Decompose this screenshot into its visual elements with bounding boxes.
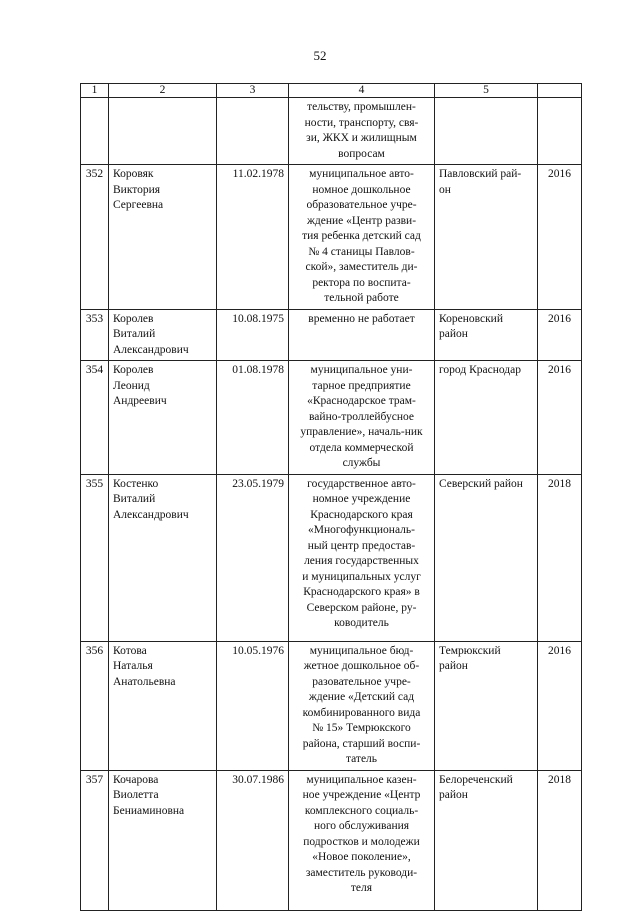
position-line: управление», началь-ник bbox=[300, 426, 423, 438]
position-cell bbox=[289, 165, 435, 310]
year-cell: 2018 bbox=[538, 474, 582, 641]
year-cell: 2016 bbox=[538, 309, 582, 361]
district-cell bbox=[435, 474, 538, 641]
name-line: Кочарова bbox=[113, 773, 159, 786]
name-line: Сергеевна bbox=[113, 199, 164, 211]
name-line: Наталья bbox=[113, 660, 153, 672]
position-line: тия ребенка детский сад bbox=[302, 230, 421, 242]
position-line: № 4 станицы Павлов- bbox=[308, 245, 415, 258]
birth-date-cell bbox=[217, 98, 289, 165]
table-row bbox=[81, 361, 582, 475]
position-line: номное дошкольное bbox=[312, 183, 411, 196]
birth-date-cell: 11.02.1978 bbox=[217, 165, 289, 310]
position-line: жетное дошкольное об- bbox=[303, 660, 420, 672]
position-line: комбинированного вида bbox=[302, 706, 421, 719]
position-line: ректора по воспита- bbox=[312, 276, 411, 289]
position-line: ный центр предостав- bbox=[307, 539, 416, 552]
district-cell bbox=[435, 98, 538, 165]
column-number-5: 5 bbox=[435, 84, 538, 98]
name-line: Виталий bbox=[113, 328, 156, 340]
position-line: временно не работает bbox=[308, 312, 415, 325]
position-line: вопросам bbox=[338, 147, 385, 160]
position-line: ждение «Центр разви- bbox=[306, 214, 417, 227]
position-line: ного обслуживания bbox=[313, 820, 410, 832]
birth-date-cell: 23.05.1979 bbox=[217, 474, 289, 641]
table-rows bbox=[81, 165, 582, 911]
position-line: тарное предприятие bbox=[312, 379, 411, 392]
year-cell: 2018 bbox=[538, 770, 582, 910]
table-row bbox=[81, 474, 582, 641]
position-line: подростков и молодежи bbox=[303, 835, 420, 848]
position-line: службы bbox=[342, 457, 381, 469]
district-line: Северский район bbox=[439, 477, 523, 490]
district-cell bbox=[435, 770, 538, 910]
position-line: «Краснодарское трам- bbox=[307, 395, 416, 407]
number-cell bbox=[81, 98, 109, 165]
position-line: разовательное учре- bbox=[312, 675, 411, 688]
position-line: номное учреждение bbox=[312, 493, 411, 505]
position-line: Северском районе, ру- bbox=[306, 601, 417, 614]
district-cell bbox=[435, 309, 538, 361]
number-cell: 355 bbox=[81, 474, 109, 641]
year-cell: 2016 bbox=[538, 641, 582, 770]
position-line: ководитель bbox=[334, 617, 389, 629]
page-number: 52 bbox=[313, 48, 327, 63]
name-line: Костенко bbox=[113, 477, 159, 490]
column-number-2: 2 bbox=[109, 84, 217, 98]
position-line: вайно-троллейбусное bbox=[309, 410, 414, 423]
number-cell: 353 bbox=[81, 309, 109, 361]
position-line: государственное авто- bbox=[307, 477, 416, 490]
position-line: «Новое поколение», bbox=[312, 851, 411, 863]
position-cell bbox=[289, 641, 435, 770]
position-line: № 15» Темрюкского bbox=[312, 722, 411, 734]
name-cell bbox=[109, 98, 217, 165]
name-line: Виталий bbox=[113, 493, 156, 505]
district-line: Павловский рай- bbox=[439, 168, 522, 180]
district-cell bbox=[435, 361, 538, 475]
position-cell bbox=[289, 361, 435, 475]
birth-date-cell: 01.08.1978 bbox=[217, 361, 289, 475]
position-cell bbox=[289, 770, 435, 910]
position-line: отдела коммерческой bbox=[309, 441, 414, 454]
district-line: Кореновский bbox=[439, 312, 503, 325]
position-line: муниципальное авто- bbox=[309, 168, 414, 180]
position-line: и муниципальных услуг bbox=[302, 570, 421, 583]
name-line: Андреевич bbox=[113, 395, 167, 407]
column-number-6 bbox=[538, 84, 582, 98]
name-line: Виолетта bbox=[113, 789, 159, 801]
name-line: Королев bbox=[113, 364, 154, 376]
position-line: ждение «Детский сад bbox=[308, 691, 415, 703]
district-line: город Краснодар bbox=[439, 364, 521, 376]
position-line: татель bbox=[345, 753, 378, 765]
position-line: ления государственных bbox=[304, 555, 419, 567]
position-line: теля bbox=[350, 882, 373, 894]
position-line: Краснодарского края» в bbox=[303, 586, 420, 598]
position-line: муниципальное казен- bbox=[306, 773, 417, 786]
table-row bbox=[81, 770, 582, 910]
position-line: «Многофункциональ- bbox=[308, 524, 415, 536]
district-line: район bbox=[439, 328, 468, 340]
position-line: ности, транспорту, свя- bbox=[304, 116, 419, 129]
name-line: Виктория bbox=[113, 183, 161, 196]
birth-date-cell: 10.08.1975 bbox=[217, 309, 289, 361]
number-cell: 354 bbox=[81, 361, 109, 475]
position-cell bbox=[289, 309, 435, 361]
position-cell bbox=[289, 98, 435, 165]
position-line: комплексного социаль- bbox=[304, 804, 419, 817]
district-line: Темрюкский bbox=[439, 644, 501, 657]
column-number-row bbox=[81, 84, 582, 98]
position-line: зи, ЖКХ и жилищным bbox=[306, 132, 417, 144]
position-line: заместитель руководи- bbox=[305, 866, 418, 879]
name-cell bbox=[109, 309, 217, 361]
continuation-row bbox=[81, 98, 582, 165]
number-cell: 352 bbox=[81, 165, 109, 310]
name-line: Александрович bbox=[113, 508, 189, 521]
registry-table bbox=[80, 83, 582, 911]
name-cell bbox=[109, 474, 217, 641]
position-line: тельной работе bbox=[324, 292, 399, 304]
column-number-1: 1 bbox=[81, 84, 109, 98]
name-line: Котова bbox=[113, 644, 147, 657]
year-cell bbox=[538, 98, 582, 165]
position-line: муниципальное бюд- bbox=[309, 644, 414, 657]
year-cell: 2016 bbox=[538, 361, 582, 475]
column-number-3: 3 bbox=[217, 84, 289, 98]
position-line: муниципальное уни- bbox=[310, 364, 413, 376]
year-cell: 2016 bbox=[538, 165, 582, 310]
column-number-4: 4 bbox=[289, 84, 435, 98]
number-cell: 357 bbox=[81, 770, 109, 910]
position-line: района, старший воспи- bbox=[302, 737, 421, 750]
district-line: район bbox=[439, 789, 468, 801]
name-cell bbox=[109, 361, 217, 475]
table-row bbox=[81, 309, 582, 361]
birth-date-cell: 10.05.1976 bbox=[217, 641, 289, 770]
position-line: ской», заместитель ди- bbox=[305, 261, 418, 273]
birth-date-cell: 30.07.1986 bbox=[217, 770, 289, 910]
table-row bbox=[81, 165, 582, 310]
name-line: Бениаминовна bbox=[113, 804, 185, 817]
position-line: ное учреждение «Центр bbox=[302, 789, 421, 801]
district-line: район bbox=[439, 660, 468, 672]
name-cell bbox=[109, 165, 217, 310]
table-row bbox=[81, 641, 582, 770]
name-line: Леонид bbox=[113, 379, 150, 392]
name-line: Александрович bbox=[113, 343, 189, 356]
district-line: он bbox=[439, 183, 451, 196]
position-line: образовательное учре- bbox=[306, 199, 417, 211]
district-line: Белореченский bbox=[439, 773, 513, 786]
name-cell bbox=[109, 641, 217, 770]
number-cell: 356 bbox=[81, 641, 109, 770]
position-line: тельству, промышлен- bbox=[307, 101, 416, 113]
name-line: Королев bbox=[113, 312, 154, 325]
district-cell bbox=[435, 641, 538, 770]
position-cell bbox=[289, 474, 435, 641]
name-line: Коровяк bbox=[113, 168, 154, 180]
district-cell bbox=[435, 165, 538, 310]
position-line: Краснодарского края bbox=[310, 508, 413, 521]
name-cell bbox=[109, 770, 217, 910]
name-line: Анатольевна bbox=[113, 675, 176, 688]
